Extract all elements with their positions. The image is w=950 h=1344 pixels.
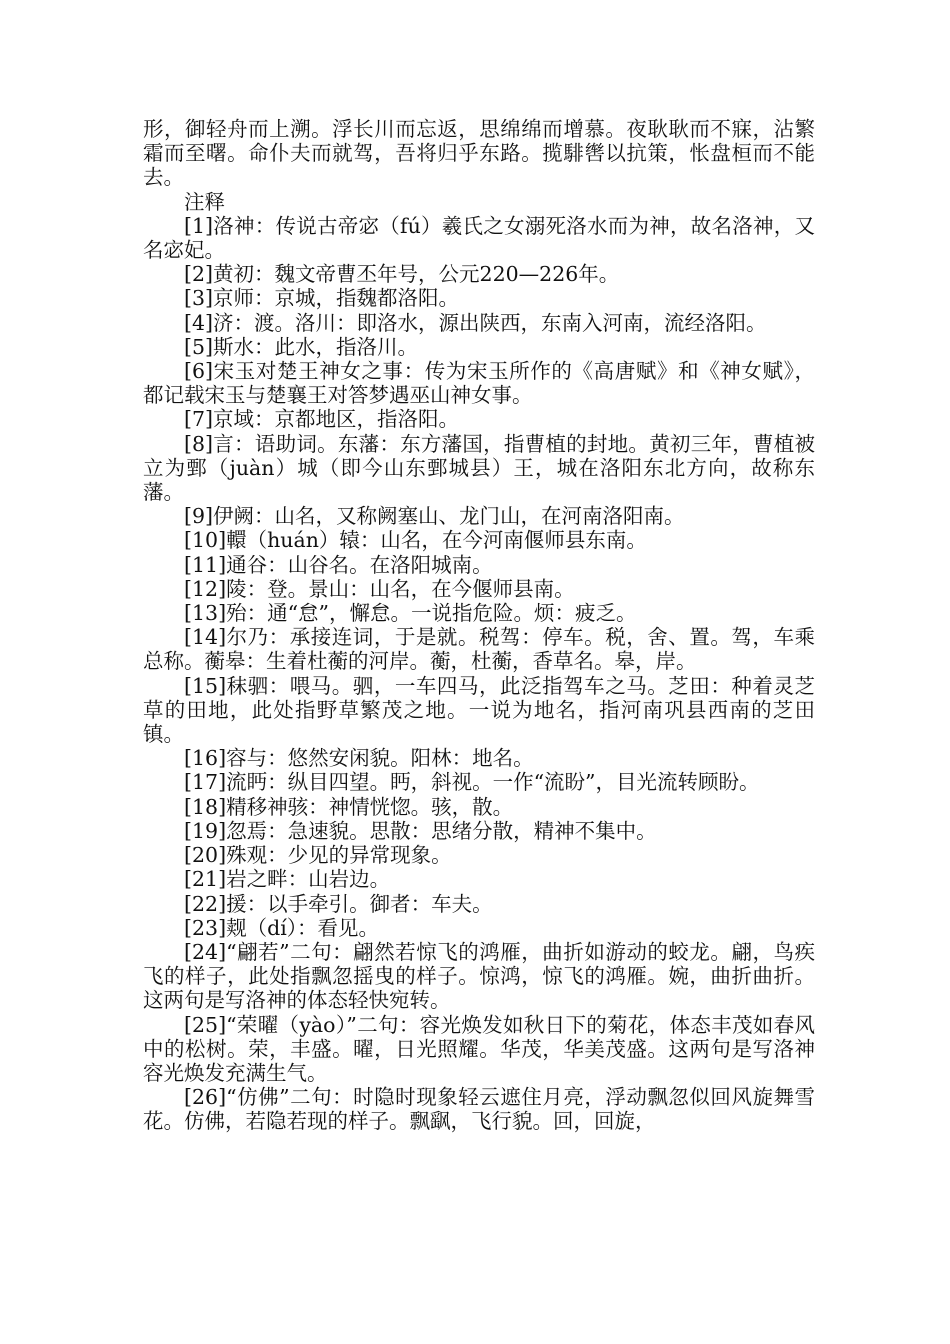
note-17: [17]流眄：纵目四望。眄，斜视。一作“流盼”，目光流转顾盼。 <box>184 770 760 795</box>
note-21: [21]岩之畔：山岩边。 <box>184 867 391 892</box>
note-8: [8]言：语助词。东藩：东方藩国，指曹植的封地。黄初三年，曹植被立为鄄（juàn）城（即今山东鄄城县）王，城在洛阳东北方向，故称东藩。 <box>143 431 815 505</box>
note-14: [14]尔乃：承接连词，于是就。税驾：停车。税，舍、置。驾，车乘总称。蘅皋：生着杜蘅的河岸。蘅，杜蘅，香草名。皋，岸。 <box>143 625 815 674</box>
note-18: [18]精移神骇：神情恍惚。骇，散。 <box>184 794 514 819</box>
note-23: [23]觌（dí）：看见。 <box>184 915 380 940</box>
note-26: [26]“仿佛”二句：时隐时现象轻云遮住月亮，浮动飘忽似回风旋舞雪花。仿佛，若隐若现的样子。飘飖，飞行貌。回，回旋， <box>143 1085 815 1134</box>
note-6: [6]宋玉对楚王神女之事：传为宋玉所作的《高唐赋》和《神女赋》，都记载宋玉与楚襄王对答梦遇巫山神女事。 <box>143 359 815 408</box>
paragraph-fu-ending: 形，御轻舟而上溯。浮长川而忘返，思绵绵而增慕。夜耿耿而不寐，沾繁霜而至曙。命仆夫而就驾，吾将归乎东路。揽騑辔以抗策，怅盘桓而不能去。 <box>143 117 815 190</box>
note-19: [19]忽焉：急速貌。思散：思绪分散，精神不集中。 <box>184 818 657 843</box>
section-heading-notes: 注释 <box>184 189 225 214</box>
note-13: [13]殆：通“怠”，懈怠。一说指危险。烦：疲乏。 <box>184 601 637 626</box>
note-16: [16]容与：悠然安闲貌。阳林：地名。 <box>184 746 534 771</box>
note-4: [4]济：渡。洛川：即洛水，源出陕西，东南入河南，流经洛阳。 <box>184 310 767 335</box>
note-3: [3]京师：京城，指魏都洛阳。 <box>184 286 460 311</box>
note-15: [15]秣驷：喂马。驷，一车四马，此泛指驾车之马。芝田：种着灵芝草的田地，此处指野草繁茂之地。一说为地名，指河南巩县西南的芝田镇。 <box>143 673 815 747</box>
note-12: [12]陵：登。景山：山名，在今偃师县南。 <box>184 576 575 601</box>
note-2: [2]黄初：魏文帝曹丕年号，公元220—226年。 <box>184 262 620 287</box>
note-1: [1]洛神：传说古帝宓（fú）羲氏之女溺死洛水而为神，故名洛神，又名宓妃。 <box>143 213 815 263</box>
note-11: [11]通谷：山谷名。在洛阳城南。 <box>184 552 493 577</box>
document-page <box>143 117 815 1134</box>
note-22: [22]援：以手牵引。御者：车夫。 <box>184 891 493 916</box>
note-25: [25]“荣曜（yào）”二句：容光焕发如秋日下的菊花，体态丰茂如春风中的松树。荣，丰盛。曜，日光照耀。华茂，华美茂盛。这两句是写洛神容光焕发充满生气。 <box>143 1012 815 1085</box>
note-9: [9]伊阙：山名，又称阙塞山、龙门山，在河南洛阳南。 <box>184 504 685 529</box>
note-7: [7]京域：京都地区，指洛阳。 <box>184 407 460 432</box>
note-5: [5]斯水：此水，指洛川。 <box>184 334 419 359</box>
note-20: [20]殊观：少见的异常现象。 <box>184 843 452 868</box>
note-10: [10]轘（huán）辕：山名，在今河南偃师县东南。 <box>184 528 647 553</box>
note-24: [24]“翩若”二句：翩然若惊飞的鸿雁，曲折如游动的蛟龙。翩，鸟疾飞的样子，此处指飘忽摇曳的样子。惊鸿，惊飞的鸿雁。婉，曲折曲折。这两句是写洛神的体态轻快宛转。 <box>143 939 815 1013</box>
